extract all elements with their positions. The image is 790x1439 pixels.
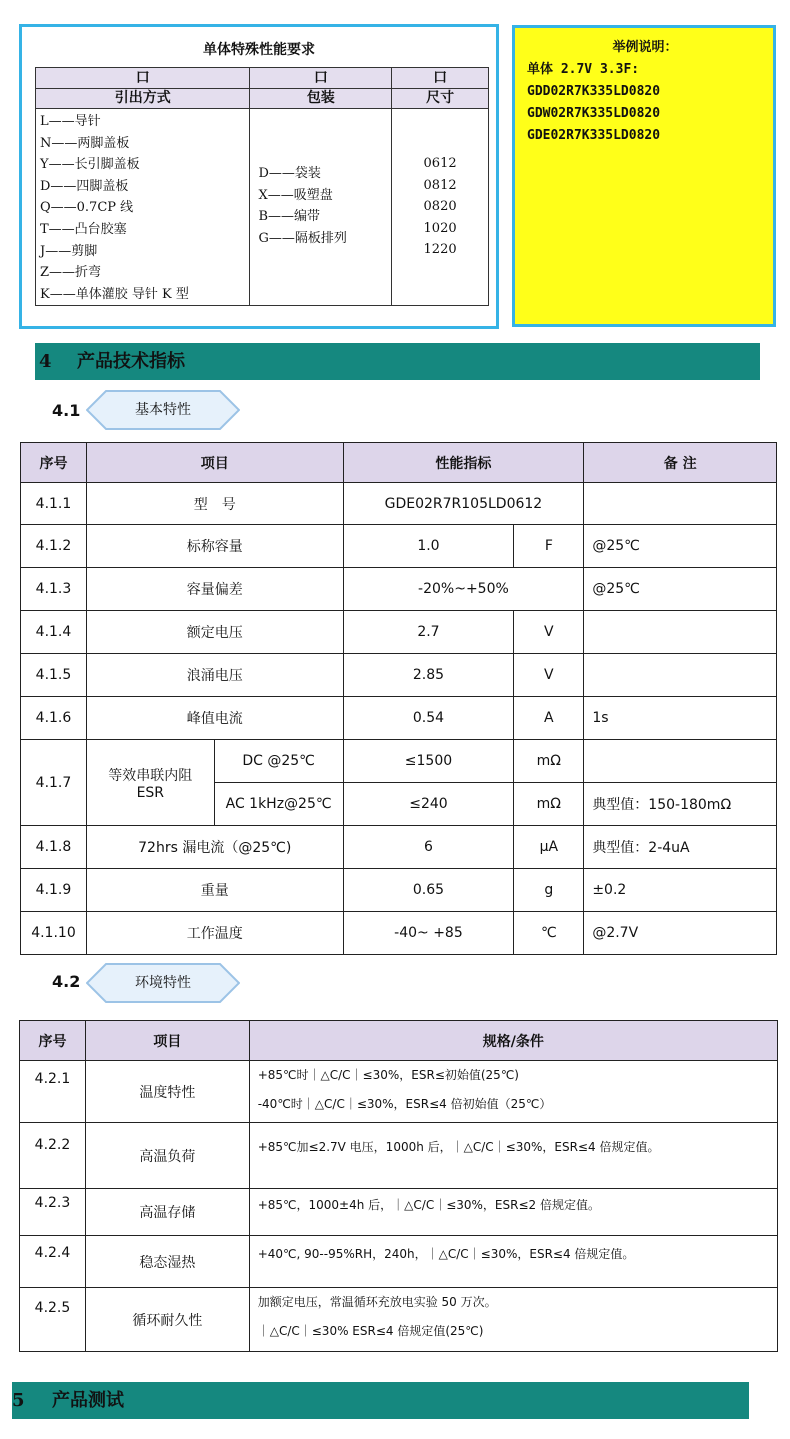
section-title: 产品测试 bbox=[52, 1390, 124, 1411]
table-row bbox=[21, 483, 777, 525]
row-item: 浪涌电压 bbox=[86, 654, 343, 697]
row-note: @25℃ bbox=[584, 568, 777, 611]
size-options bbox=[392, 109, 489, 306]
row-value: -20%~+50% bbox=[343, 568, 584, 611]
row-item: 峰值电流 bbox=[86, 697, 343, 740]
col-header: 性能指标 bbox=[343, 443, 584, 483]
row-number: 4.1.4 bbox=[21, 611, 87, 654]
row-unit: mΩ bbox=[514, 783, 584, 826]
row-item: 72hrs 漏电流（@25℃) bbox=[86, 826, 343, 869]
pack-options bbox=[250, 109, 392, 306]
requirement-title: 单体特殊性能要求 bbox=[203, 42, 315, 58]
row-item: 容量偏差 bbox=[86, 568, 343, 611]
list-item: D——四脚盖板 bbox=[40, 178, 129, 194]
table-row bbox=[20, 1189, 778, 1236]
subsection-label: 环境特性 bbox=[135, 975, 191, 991]
table-row bbox=[21, 611, 777, 654]
row-number: 4.2.5 bbox=[20, 1288, 86, 1352]
row-value: 6 bbox=[343, 826, 514, 869]
table-row bbox=[21, 568, 777, 611]
row-subitem: AC 1kHz@25℃ bbox=[214, 783, 343, 826]
row-note: ±0.2 bbox=[584, 869, 777, 912]
row-unit: mΩ bbox=[514, 740, 584, 783]
special-requirement-box bbox=[19, 24, 499, 329]
row-item: 工作温度 bbox=[86, 912, 343, 955]
list-item: Q——0.7CP 线 bbox=[40, 200, 134, 216]
row-item: 循环耐久性 bbox=[85, 1288, 249, 1352]
row-value: 0.65 bbox=[343, 869, 514, 912]
spec-line: +85℃时｜△C/C｜≤30%，ESR≤初始值(25℃) bbox=[257, 1068, 519, 1082]
list-item: D——袋装 bbox=[258, 166, 321, 181]
row-note: 典型值：150-180mΩ bbox=[584, 783, 777, 826]
row-unit: V bbox=[514, 654, 584, 697]
section-4-bar bbox=[35, 343, 760, 380]
row-value: -40~ +85 bbox=[343, 912, 514, 955]
square-cell: 口 bbox=[250, 68, 392, 89]
row-item: 标称容量 bbox=[86, 525, 343, 568]
requirement-table bbox=[35, 67, 489, 306]
list-item: J——剪脚 bbox=[40, 243, 98, 259]
section-number: 4 bbox=[39, 351, 52, 372]
col-header: 项目 bbox=[85, 1021, 249, 1061]
col-header: 规格/条件 bbox=[249, 1021, 777, 1061]
row-note bbox=[584, 654, 777, 697]
table-row bbox=[21, 525, 777, 568]
row-item: 高温存储 bbox=[85, 1189, 249, 1236]
table-row bbox=[21, 654, 777, 697]
row-number: 4.2.3 bbox=[20, 1189, 86, 1236]
row-spec bbox=[249, 1236, 777, 1288]
row-number: 4.1.8 bbox=[21, 826, 87, 869]
col-header: 序号 bbox=[20, 1021, 86, 1061]
row-item: 型 号 bbox=[86, 483, 343, 525]
header-lead: 引出方式 bbox=[36, 89, 250, 109]
subsection-number: 4.1 bbox=[52, 401, 81, 420]
table-row bbox=[20, 1123, 778, 1189]
row-item: 高温负荷 bbox=[85, 1123, 249, 1189]
table-row bbox=[21, 912, 777, 955]
row-unit: A bbox=[514, 697, 584, 740]
row-value: 1.0 bbox=[343, 525, 514, 568]
spec-line: +85℃加≤2.7V 电压，1000h 后，｜△C/C｜≤30%，ESR≤4 倍规定值。 bbox=[257, 1140, 660, 1154]
row-number: 4.1.5 bbox=[21, 654, 87, 697]
row-item-line: 等效串联内阻 bbox=[108, 767, 193, 784]
list-item: G——隔板排列 bbox=[258, 230, 347, 246]
row-number: 4.1.2 bbox=[21, 525, 87, 568]
list-item: L——导针 bbox=[40, 114, 101, 129]
table-row bbox=[20, 1236, 778, 1288]
section-5-bar bbox=[12, 1382, 749, 1419]
row-subitem: DC @25℃ bbox=[214, 740, 343, 783]
table-row bbox=[21, 740, 777, 783]
basic-characteristics-table bbox=[20, 442, 777, 955]
header-pack: 包装 bbox=[250, 89, 392, 109]
lead-options bbox=[36, 109, 250, 306]
row-number: 4.2.2 bbox=[20, 1123, 86, 1189]
header-size: 尺寸 bbox=[392, 89, 489, 109]
row-unit: ℃ bbox=[514, 912, 584, 955]
row-item: 稳态湿热 bbox=[85, 1236, 249, 1288]
list-item: N——两脚盖板 bbox=[40, 135, 130, 151]
row-item bbox=[86, 740, 214, 826]
row-value: ≤1500 bbox=[343, 740, 514, 783]
example-line: GDD02R7K335LD0820 bbox=[527, 84, 661, 99]
subsection-tag bbox=[86, 390, 240, 430]
row-unit: V bbox=[514, 611, 584, 654]
list-item: 0820 bbox=[423, 199, 457, 215]
list-item: 1220 bbox=[423, 242, 457, 258]
subsection-label: 基本特性 bbox=[135, 402, 191, 418]
row-note bbox=[584, 611, 777, 654]
row-value: 2.85 bbox=[343, 654, 514, 697]
example-line: GDE02R7K335LD0820 bbox=[527, 128, 661, 143]
table-row bbox=[20, 1061, 778, 1123]
subsection-tag bbox=[86, 963, 240, 1003]
spec-line: ｜△C/C｜≤30% ESR≤4 倍规定值(25℃) bbox=[257, 1324, 484, 1338]
section-number: 5 bbox=[12, 1390, 25, 1411]
spec-line: -40℃时｜△C/C｜≤30%，ESR≤4 倍初始值（25℃） bbox=[257, 1097, 552, 1111]
row-unit: μA bbox=[514, 826, 584, 869]
list-item: B——编带 bbox=[258, 209, 321, 225]
row-spec bbox=[249, 1061, 777, 1123]
row-number: 4.2.1 bbox=[20, 1061, 86, 1123]
row-spec bbox=[249, 1288, 777, 1352]
square-cell: 口 bbox=[36, 68, 250, 89]
spec-line: 加额定电压，常温循环充放电实验 50 万次。 bbox=[257, 1295, 497, 1309]
example-box bbox=[512, 25, 776, 327]
spec-line: +40℃, 90--95%RH，240h，｜△C/C｜≤30%，ESR≤4 倍规定值。 bbox=[257, 1247, 635, 1261]
col-header: 备 注 bbox=[584, 443, 777, 483]
row-value: GDE02R7R105LD0612 bbox=[343, 483, 584, 525]
row-number: 4.1.3 bbox=[21, 568, 87, 611]
square-cell: 口 bbox=[392, 68, 489, 89]
row-item-line: ESR bbox=[136, 784, 165, 801]
row-number: 4.1.10 bbox=[21, 912, 87, 955]
row-value: 2.7 bbox=[343, 611, 514, 654]
row-note: 典型值：2-4uA bbox=[584, 826, 777, 869]
row-note: @2.7V bbox=[584, 912, 777, 955]
row-note bbox=[584, 740, 777, 783]
example-line: GDW02R7K335LD0820 bbox=[527, 106, 661, 121]
row-item: 温度特性 bbox=[85, 1061, 249, 1123]
section-title: 产品技术指标 bbox=[77, 351, 185, 372]
example-title: 举例说明： bbox=[612, 40, 678, 55]
list-item: 0612 bbox=[423, 156, 457, 171]
row-unit: g bbox=[514, 869, 584, 912]
row-value: 0.54 bbox=[343, 697, 514, 740]
list-item: X——吸塑盘 bbox=[258, 187, 333, 203]
list-item: 0812 bbox=[423, 177, 457, 193]
table-row bbox=[21, 826, 777, 869]
row-number: 4.1.1 bbox=[21, 483, 87, 525]
spec-line: +85℃，1000±4h 后，｜△C/C｜≤30%，ESR≤2 倍规定值。 bbox=[257, 1198, 600, 1212]
col-header: 序号 bbox=[21, 443, 87, 483]
col-header: 项目 bbox=[86, 443, 343, 483]
table-row bbox=[20, 1288, 778, 1352]
row-number: 4.2.4 bbox=[20, 1236, 86, 1288]
table-row bbox=[21, 869, 777, 912]
row-value: ≤240 bbox=[343, 783, 514, 826]
row-number: 4.1.7 bbox=[21, 740, 87, 826]
row-spec bbox=[249, 1189, 777, 1236]
example-line: 单体 2.7V 3.3F: bbox=[527, 62, 640, 77]
row-item: 额定电压 bbox=[86, 611, 343, 654]
list-item: Y——长引脚盖板 bbox=[40, 157, 140, 173]
list-item: T——凸台胶塞 bbox=[40, 221, 127, 237]
environment-characteristics-table bbox=[19, 1020, 778, 1352]
list-item: K——单体灌胶 导针 K 型 bbox=[40, 286, 189, 302]
row-unit: F bbox=[514, 525, 584, 568]
subsection-number: 4.2 bbox=[52, 972, 81, 991]
row-note bbox=[584, 483, 777, 525]
row-item: 重量 bbox=[86, 869, 343, 912]
row-note: @25℃ bbox=[584, 525, 777, 568]
table-row bbox=[21, 697, 777, 740]
row-number: 4.1.6 bbox=[21, 697, 87, 740]
row-note: 1s bbox=[584, 697, 777, 740]
row-number: 4.1.9 bbox=[21, 869, 87, 912]
list-item: 1020 bbox=[423, 220, 457, 236]
list-item: Z——折弯 bbox=[40, 265, 102, 281]
row-spec bbox=[249, 1123, 777, 1189]
